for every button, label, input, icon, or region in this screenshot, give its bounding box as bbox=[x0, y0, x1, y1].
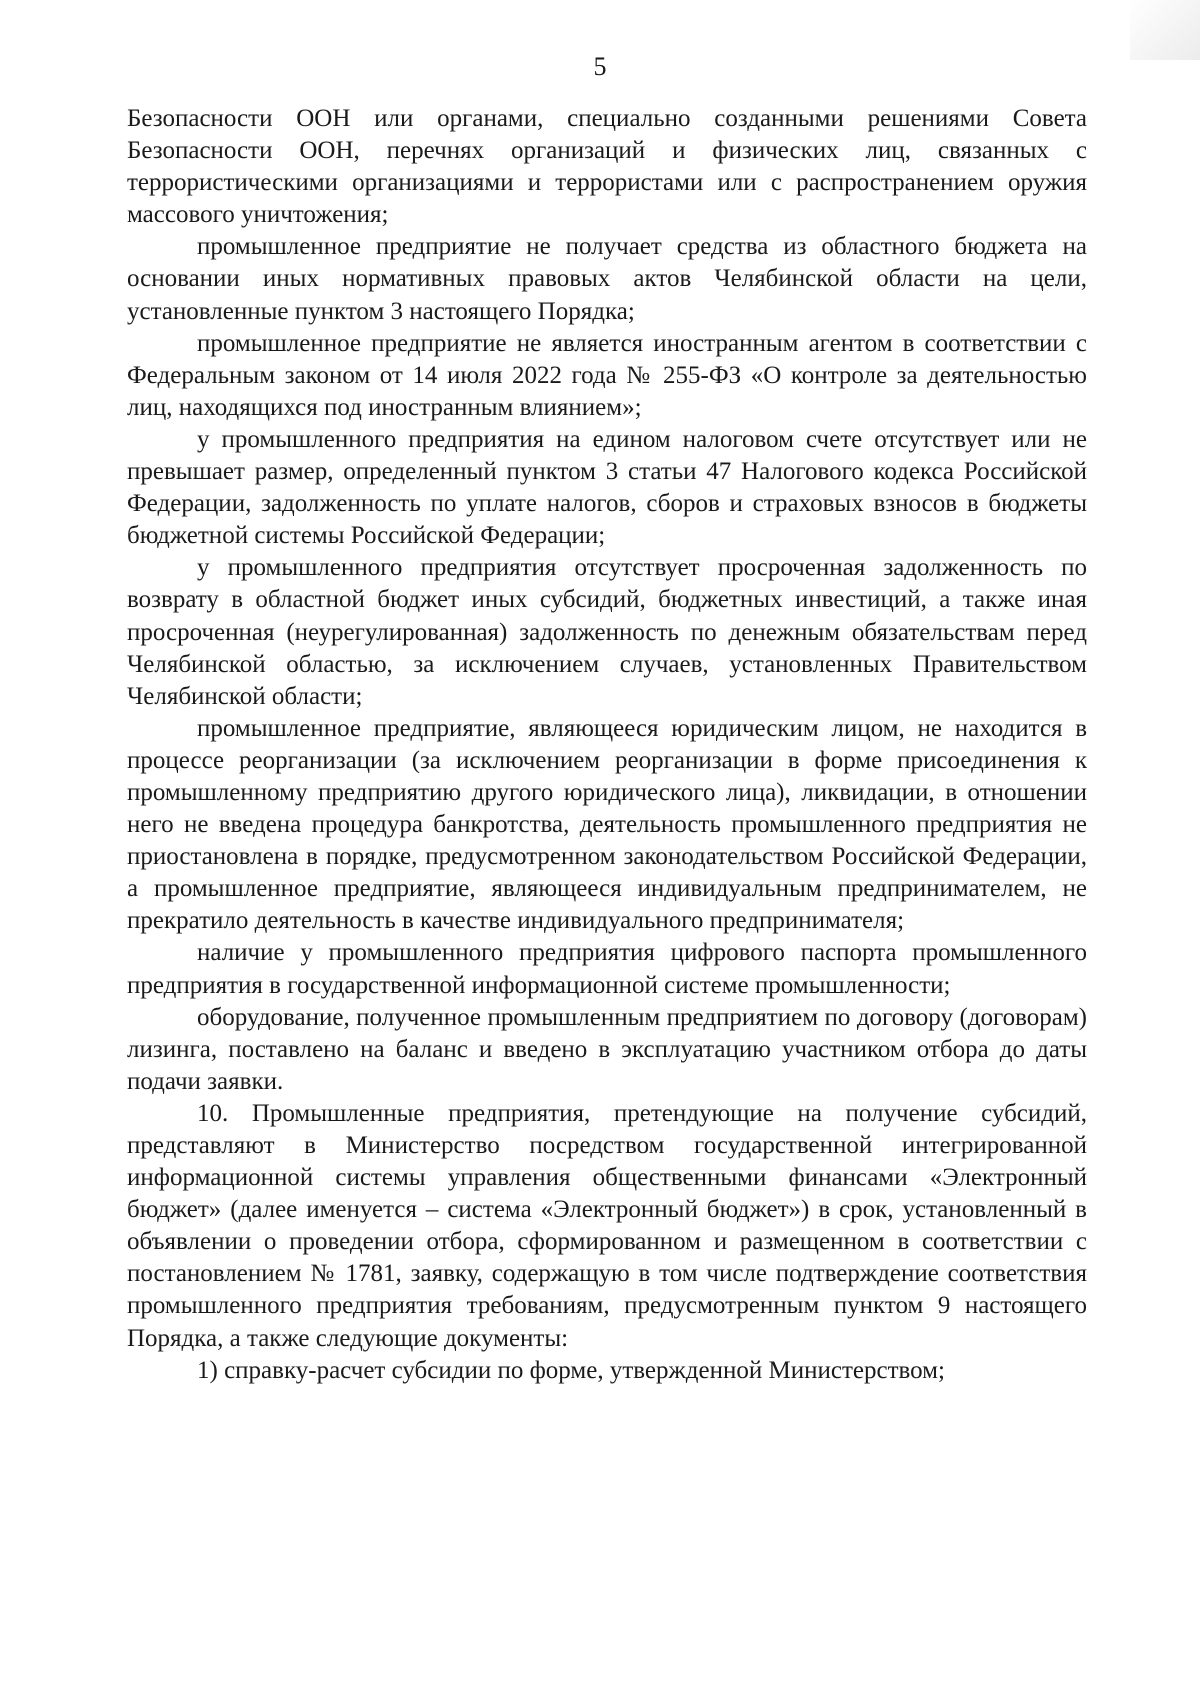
paragraph-no-reorganization: промышленное предприятие, являющееся юридическим лицом, не находится в процессе реорганизации (за исключением реорганизации в форме присоединения к промышленному предприятию другого юридического лица), ликвидации, в отношении него не введена процедура банкротства, деятельность промышленного предприятия не приостановлена в порядке, предусмотренном законодательством Российской Федерации, а промышленное предприятие, являющееся индивидуальным предпринимателем, не прекратило деятельность в качестве индивидуального предпринимателя; bbox=[127, 714, 1087, 935]
paragraph-no-regional-funds: промышленное предприятие не получает средства из областного бюджета на основании иных нормативных правовых актов Челябинской области на цели, установленные пунктом 3 настоящего Порядка; bbox=[127, 233, 1087, 325]
paragraph-no-overdue-debt: у промышленного предприятия отсутствует просроченная задолженность по возврату в областной бюджет иных субсидий, бюджетных инвестиций, а также иная просроченная (неурегулированная) задолженность по денежным обязательствам перед Челябинской областью, за исключением случаев, установленных Правительством Челябинской области; bbox=[127, 554, 1087, 710]
paragraph-no-tax-debt: у промышленного предприятия на едином налоговом счете отсутствует или не превышает размер, определенный пунктом 3 статьи 47 Налогового кодекса Российской Федерации, задолженность по уплате налогов, сборов и страховых взносов в бюджеты бюджетной системы Российской Федерации; bbox=[127, 425, 1087, 550]
page-number: 5 bbox=[593, 52, 607, 81]
paragraph-digital-passport: наличие у промышленного предприятия цифрового паспорта промышленного предприятия в государственной информационной системе промышленности; bbox=[127, 939, 1087, 999]
paragraph-section-10: 10. Промышленные предприятия, претендующие на получение субсидий, представляют в Министерство посредством государственной интегрированной информационной системы управления общественными финансами «Электронный бюджет» (далее именуется – система «Электронный бюджет») в срок, установленный в объявлении о проведении отбора, сформированном и размещенном в соответствии с постановлением № 1781, заявку, содержащую в том числе подтверждение соответствия промышленного предприятия требованиям, предусмотренным пунктом 9 настоящего Порядка, а также следующие документы: bbox=[127, 1099, 1087, 1352]
paragraph-leased-equipment: оборудование, полученное промышленным предприятием по договору (договорам) лизинга, поставлено на баланс и введено в эксплуатацию участником отбора до даты подачи заявки. bbox=[127, 1003, 1087, 1095]
paragraph-continuation: Безопасности ООН или органами, специально созданными решениями Совета Безопасности ООН, перечнях организаций и физических лиц, связанных с террористическими организациями и террористами или с распространением оружия массового уничтожения; bbox=[127, 105, 1087, 229]
document-body bbox=[127, 103, 1087, 1387]
scan-edge-shading bbox=[1130, 0, 1200, 60]
paragraph-item-1: 1) справку-расчет субсидии по форме, утвержденной Министерством; bbox=[197, 1356, 945, 1384]
paragraph-not-foreign-agent: промышленное предприятие не является иностранным агентом в соответствии с Федеральным законом от 14 июля 2022 года № 255-ФЗ «О контроле за деятельностью лиц, находящихся под иностранным влиянием»; bbox=[127, 329, 1087, 421]
